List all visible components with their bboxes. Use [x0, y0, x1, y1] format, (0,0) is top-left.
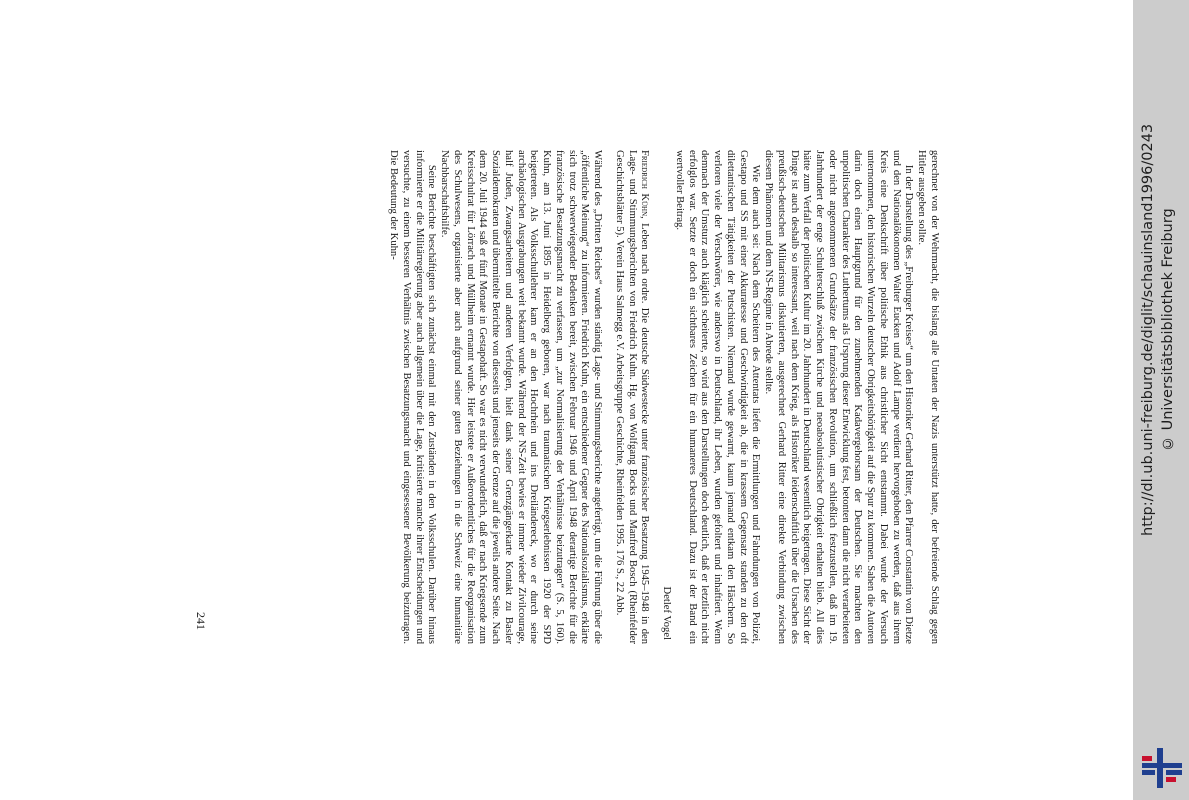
review-signature: Detlef Vogel — [661, 586, 673, 640]
source-url-link[interactable]: http://dl.ub.uni-freiburg.de/diglit/schauinsland1996/0243 — [1140, 123, 1156, 537]
page-number: 241 — [194, 612, 208, 630]
paragraph-6: Seine Berichte beschäftigten sich zunächst einmal mit den Zuständen in den Volksschulen. Darüber hinaus informierte er die Militärregierung aber auch allgemein über die Lage, kritisierte manche ihrer Entscheidungen und versuchte, zu einem besseren Verhältnis zwischen Besatzungsmacht und eingesessener Bevölkerung beizutragen. Die Bedeutung der Kuhn- — [388, 150, 438, 644]
sidebar-text — [1138, 0, 1184, 660]
book-author: Friedrich Kühn — [639, 150, 651, 217]
copyright-notice: © Universitätsbibliothek Freiburg — [1160, 208, 1176, 452]
paragraph-2: In der Darstellung des „Freiburger Kreises“ um den Historiker Gerhard Ritter, den Pfarrer Constantin von Dietze und den Nationalökonomen Walter Eucken und Adolf Lampe verdient hervorgehoben zu werden, daß aus ihrem Kreis eine Denkschrift über politische Ethik aus christlicher Sicht entstammt. Dabei wurde der Versuch unternommen, den historischen Wurzeln deutscher Obrigkeitshörigkeit auf die Spur zu kommen. Sahen die Autoren darin doch einen Hauptgrund für den zunehmenden Kadavergehorsam der Deutschen. Sie machten den unpolitischen Charakter des Luthertums als Ursprung dieser Entwicklung fest, betonten dann die nicht verarbeiteten oder nicht angenommenen Grundsätze der französischen Revolution, um schließlich festzustellen, daß im 19. Jahrhundert der enge Schulterschluß zwischen Kirche und neoabsolutistischer Obrigkeit erhalten blieb. All dies hätte zum Verfall der politischen Kultur im 20. Jahrhundert in Deutschland wesentlich beigetragen. Diese Sicht der Dinge ist auch deshalb so interessant, weil nach dem Krieg, als Historiker leidenschaftlich über die Ursachen des preußisch-deutschen Militarismus diskutierten, ausgerechnet Gerhard Ritter eine direkte Verbindung zwischen diesem Phänomen und dem NS-Regime in Abrede stellte. — [763, 150, 915, 644]
book-citation-text: , Leben nach ordre. Die deutsche Südwestecke unter französischer Besatzung 1945–1948 in den Lage- und Stimmungsberichten von Friedrich Kuhn. Hg. von Wolfgang Bocks und Manfred Bosch (Rheinfelder Geschichtsblätter 5). Verein Haus Salmegg e.V. Arbeitsgruppe Geschichte, Rheinfelden 1995. 176 S., 22 Abb. — [614, 150, 651, 644]
scanned-page — [194, 150, 940, 644]
paragraph-1: gerechnet von der Wehrmacht, die bislang alle Untaten der Nazis unterstützt hatte, der befreiende Schlag gegen Hitler ausgeben sollte. — [916, 150, 940, 644]
book-citation — [612, 150, 650, 644]
ub-freiburg-logo-icon — [1140, 746, 1184, 790]
text-column — [387, 150, 941, 644]
paragraph-5: Während des „Dritten Reiches“ wurden ständig Lage- und Stimmungsberichte angefertigt, um die Führung über die „öffentliche Meinung“ zu informieren. Friedrich Kuhn, ein entschiedener Gegner des Nationalsozialismus, erklärte sich trotz schwerwiegender Bedenken bereit, zwischen Februar 1946 und April 1948 derartige Berichte für die französische Besatzungsmacht zu verfassen, um „zur Normalisierung der Verhältnisse beizutragen“ (S. 5, 160). Kuhn, am 13. Juni 1895 in Heidelberg geboren, war nach traumatischen Kriegserlebnissen 1920 der SPD beigetreten. Als Volksschullehrer kam er an den Hochrhein und ins Dreiländereck, wo er durch seine archäologischen Ausgrabungen weit bekannt wurde. Während der NS-Zeit bewies er immer wieder Zivilcourage, half Juden, Zwangsarbeitern und anderen Verfolgten, hielt dank seiner Grenzgängerkarte Kontakt zu Basler Sozialdemokraten und übermittelte Berichte von diesseits und jenseits der Grenze auf die jeweils andere Seite. Nach dem 20. Juli 1944 saß er fünf Monate in Gestapohaft. So war es nicht verwunderlich, daß er nach Kriegsende zum Kreisschulrat für Lörrach und Müllheim ernannt wurde. Hier leistete er Außerordentliches für die Reorganisation des Schulwesens, organisierte aber auch aufgrund seiner guten Beziehungen in die Schweiz eine humanitäre Nachbarschaftshilfe. — [439, 150, 604, 644]
paragraph-3: Wie dem auch sei: Nach dem Scheitern des Attentats liefen die Ermittlungen und Fahndungen von Polizei, Gestapo und SS mit einer Akkuratesse und Geschwindigkeit ab, die in krassem Gegensatz standen zu den oft dilettantischen Tätigkeiten der Putschisten. Niemand wurde gewarnt, kaum jemand entkam den Häschern. So verloren viele der Verschwörer, wie anderswo in Deutschland, ihr Leben, wurden gefoltert und inhaftiert. Wenn demnach der Umsturz auch kläglich scheiterte, so wird aus den Darstellungen doch deutlich, daß er letztlich nicht erfolglos war. Setzte er doch ein sichtbares Zeichen für ein humaneres Deutschland. Dazu ist der Band ein wertvoller Beitrag. — [674, 150, 762, 644]
